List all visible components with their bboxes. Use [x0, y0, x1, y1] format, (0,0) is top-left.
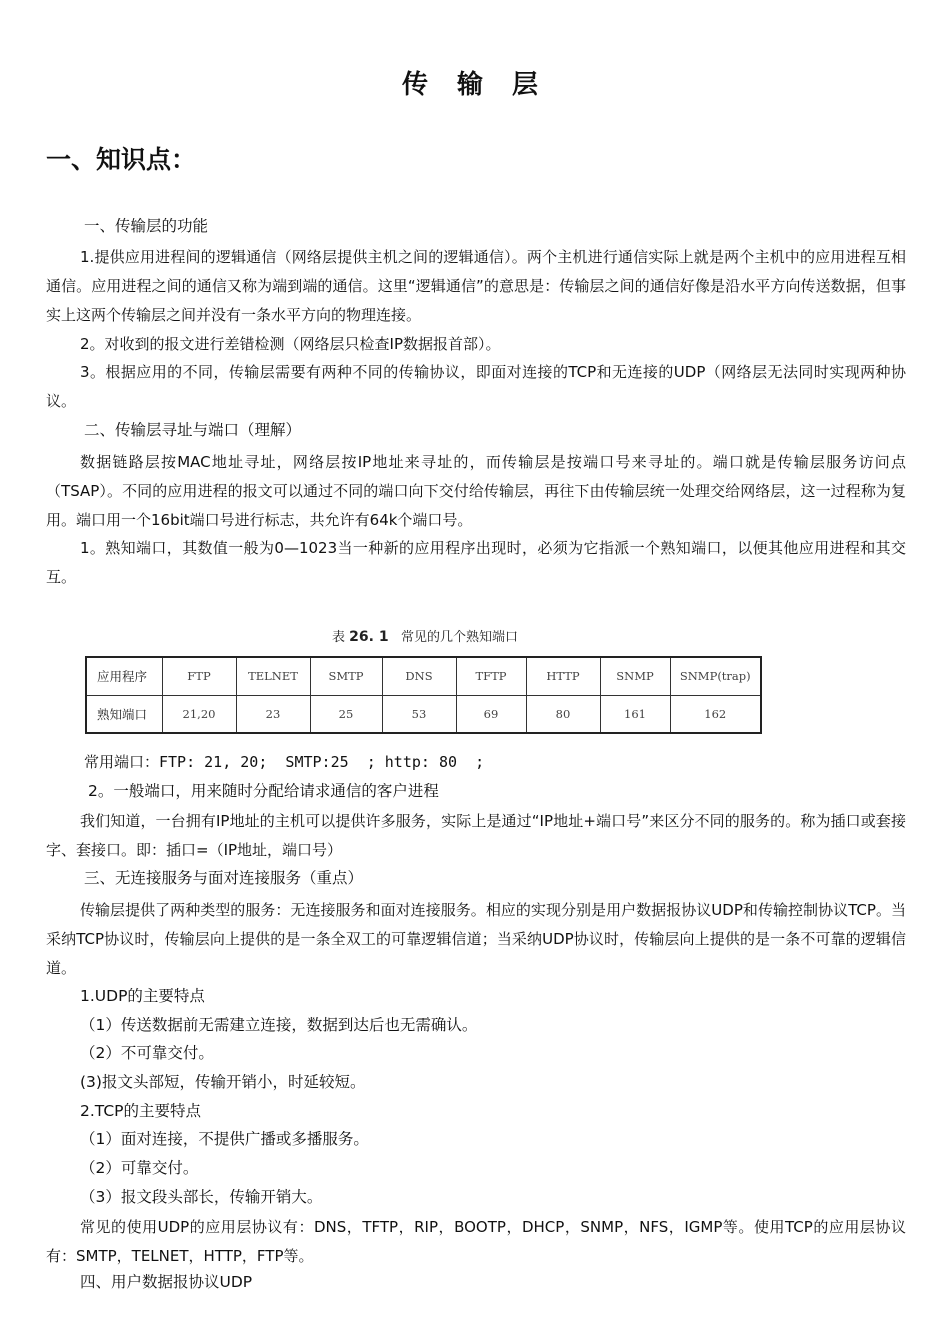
udp-feature: (3)报文头部短，传输开销小，时延较短。 [80, 1073, 366, 1091]
table-cell: 69 [456, 695, 526, 733]
table-cell: SNMP [600, 657, 670, 695]
table-row-header: 熟知端口 [86, 695, 162, 733]
subsection-heading-ports: 二、传输层寻址与端口（理解） [84, 421, 302, 439]
subsection-heading-functions: 一、传输层的功能 [84, 217, 209, 235]
paragraph: 1.提供应用进程间的逻辑通信（网络层提供主机之间的逻辑通信）。两个主机进行通信实际上就是两个主机中的应用进程互相通信。应用进程之间的通信又称为端到端的通信。这里“逻辑通信”的意思是：传输层之间的通信好像是沿水平方向传送数据，但事实上这两个传输层之间并没有一条水平方向的物理连接。 [46, 248, 906, 324]
paragraph: 2。对收到的报文进行差错检测（网络层只检查IP数据报首部）。 [80, 335, 501, 353]
table-cell: 21,20 [162, 695, 236, 733]
subsection-heading-services: 三、无连接服务与面对连接服务（重点） [84, 869, 364, 887]
paragraph: 常见的使用UDP的应用层协议有：DNS，TFTP，RIP，BOOTP，DHCP，SNMP，NFS，IGMP等。使用TCP的应用层协议有：SMTP，TELNET，HTTP，FTP等。 [46, 1218, 906, 1265]
table-cell: 80 [526, 695, 600, 733]
table-cell: 53 [382, 695, 456, 733]
paragraph: 2。一般端口，用来随时分配给请求通信的客户进程 [88, 782, 439, 800]
table-cell: TELNET [236, 657, 310, 695]
section-heading: 一、知识点： [46, 145, 197, 174]
paragraph: 传输层提供了两种类型的服务：无连接服务和面对连接服务。相应的实现分别是用户数据报协议UDP和传输控制协议TCP。当采纳TCP协议时，传输层向上提供的是一条全双工的可靠逻辑信道；当采纳UDP协议时，传输层向上提供的是一条不可靠的逻辑信道。 [46, 901, 906, 977]
table-cell: DNS [382, 657, 456, 695]
subsection-heading-udp: 四、用户数据报协议UDP [80, 1273, 253, 1291]
udp-title: 1.UDP的主要特点 [80, 987, 205, 1005]
table-row [86, 695, 761, 733]
paragraph: 3。根据应用的不同，传输层需要有两种不同的传输协议，即面对连接的TCP和无连接的UDP（网络层无法同时实现两种协议。 [46, 363, 906, 410]
table-cell: 23 [236, 695, 310, 733]
udp-feature: （1）传送数据前无需建立连接，数据到达后也无需确认。 [80, 1016, 478, 1034]
table-cell: SNMP(trap) [670, 657, 761, 695]
table-cell: 162 [670, 695, 761, 733]
paragraph: 数据链路层按MAC地址寻址，网络层按IP地址来寻址的，而传输层是按端口号来寻址的。端口就是传输层服务访问点（TSAP）。不同的应用进程的报文可以通过不同的端口向下交付给传输层，再往下由传输层统一处理交给网络层，这一过程称为复用。端口用一个16bit端口号进行标志，共允许有64k个端口号。 [46, 453, 906, 529]
page-title: 传 输 层 [401, 70, 549, 100]
table-row-header: 应用程序 [86, 657, 162, 695]
table-row [86, 657, 761, 695]
table-cell: SMTP [310, 657, 382, 695]
table-cell: HTTP [526, 657, 600, 695]
table-cell: 25 [310, 695, 382, 733]
table-cell: FTP [162, 657, 236, 695]
table-cell: 161 [600, 695, 670, 733]
tcp-feature: （3）报文段头部长，传输开销大。 [80, 1188, 323, 1206]
well-known-ports-table [85, 656, 762, 734]
table-cell: TFTP [456, 657, 526, 695]
common-ports-line: 常用端口：FTP: 21, 20; SMTP:25 ; http: 80 ; [84, 753, 485, 771]
caption-number: 26. 1 [349, 629, 389, 645]
table-caption [0, 626, 850, 645]
udp-feature: （2）不可靠交付。 [80, 1044, 214, 1062]
tcp-title: 2.TCP的主要特点 [80, 1102, 202, 1120]
caption-text: 常见的几个熟知端口 [400, 630, 518, 645]
paragraph: 我们知道，一台拥有IP地址的主机可以提供许多服务，实际上是通过“IP地址+端口号”来区分不同的服务的。称为插口或套接字、套接口。即：插口=（IP地址，端口号） [46, 812, 906, 859]
tcp-feature: （2）可靠交付。 [80, 1159, 199, 1177]
paragraph: 1。熟知端口，其数值一般为0—1023当一种新的应用程序出现时，必须为它指派一个熟知端口，以便其他应用进程和其交互。 [46, 539, 906, 586]
tcp-feature: （1）面对连接，不提供广播或多播服务。 [80, 1130, 369, 1148]
caption-prefix: 表 [332, 630, 346, 645]
